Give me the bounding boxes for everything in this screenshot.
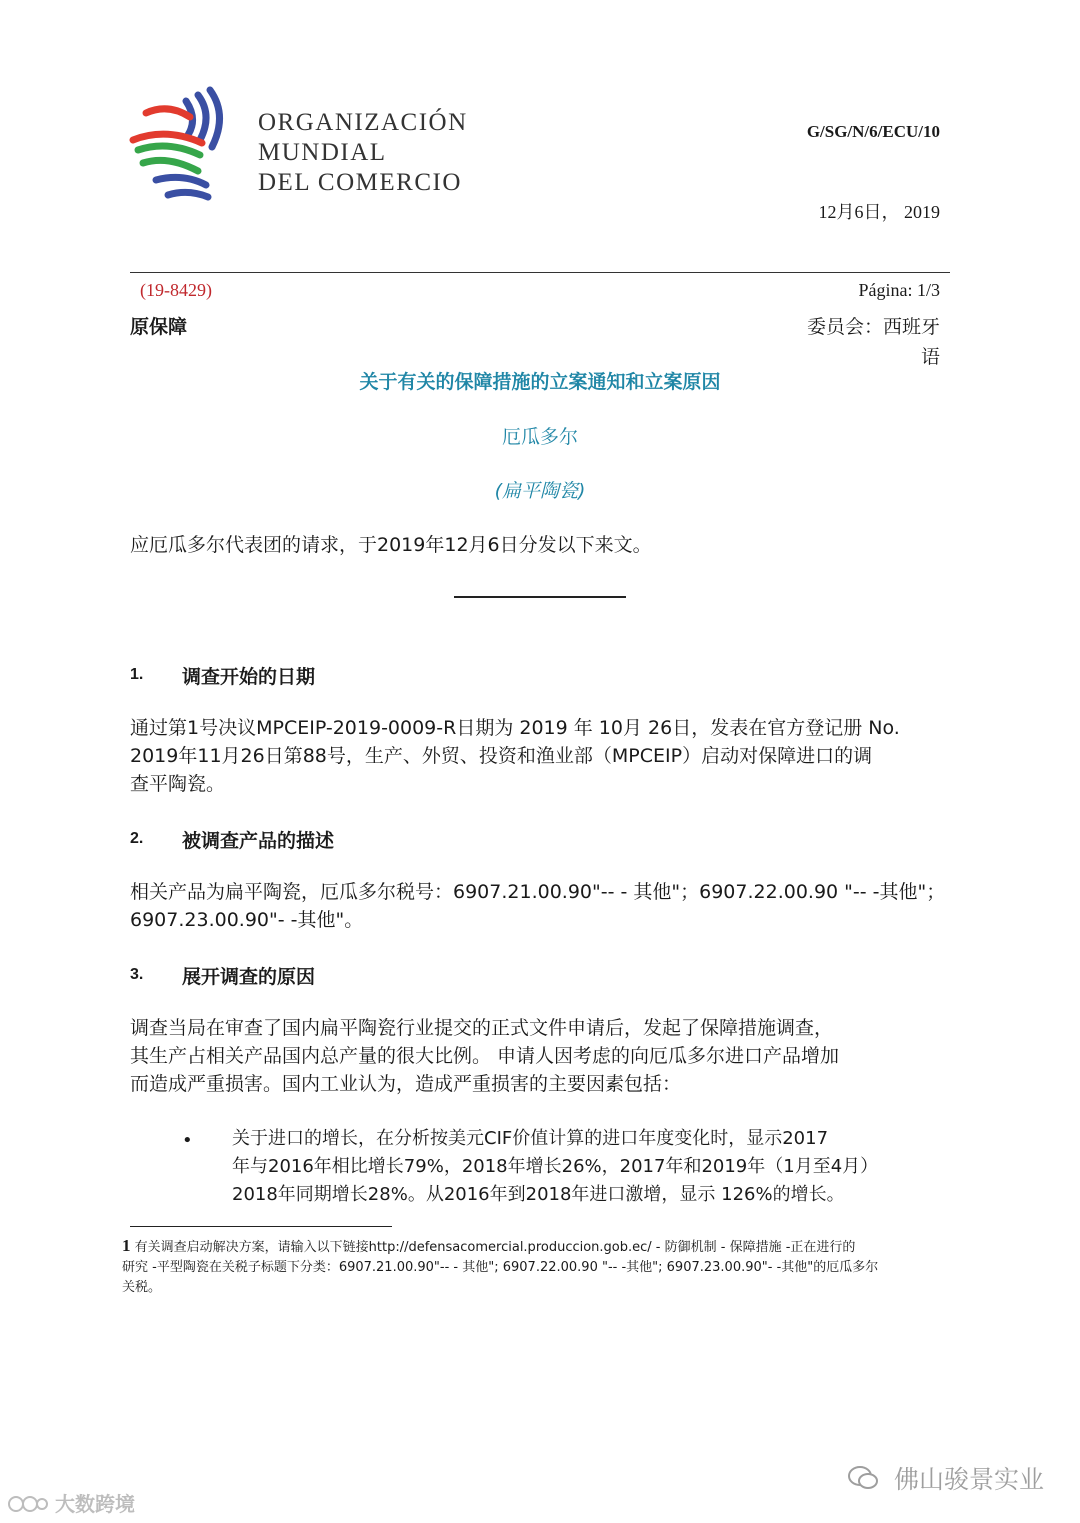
section-1-line: 2019年11月26日第88号，生产、外贸、投资和渔业部（MPCEIP）启动对保障进口的调 [130,745,873,767]
section-1-number: 1. [130,666,144,683]
section-1-title: 调查开始的日期 [182,666,316,688]
committee-label [780,312,940,372]
footnote-line-3: 关税。 [122,1280,162,1295]
footnote-mark: 1 [122,1236,131,1255]
committee-line-1: 委员会：西班牙 [806,316,940,338]
section-2-line: 6907.23.00.90"- -其他"。 [130,909,364,931]
footnote-text: 有关调查启动解决方案，请输入以下链接http://defensacomercial.produccion.gob.ec/ - 防御机制 - 保障措施 -正在进行的 [134,1240,856,1255]
footnote [122,1236,962,1298]
product-name: (扁平陶瓷) [494,480,586,502]
bullet-line: 2018年同期增长28%。从2016年到2018年进口激增，显示 126%的增长。 [232,1184,845,1205]
section-1-line: 查平陶瓷。 [130,773,226,795]
section-3-number: 3. [130,966,144,983]
watermark-logo-icon [8,1494,48,1514]
org-line-3: DEL COMERCIO [258,169,462,196]
country-name: 厄瓜多尔 [501,426,578,448]
watermark-left-text: 大数跨境 [54,1492,135,1516]
watermark-right-text: 佛山骏景实业 [893,1465,1044,1494]
section-1-line: 通过第1号决议MPCEIP-2019-0009-R日期为 2019 年 10月 26日，发表在官方登记册 No. [130,717,900,739]
document-date: 12月6日， 2019 [818,202,940,222]
intro-paragraph: 应厄瓜多尔代表团的请求，于2019年12月6日分发以下来文。 [130,534,652,556]
bullet-icon: • [182,1130,193,1151]
section-divider [454,596,626,598]
footnote-line-2: 研究 -平型陶瓷在关税子标题下分类：6907.21.00.90"-- - 其他"; 6907.22.00.90 "-- -其他"; 6907.23.00.90"- -其他"的厄瓜多尔 [122,1260,879,1275]
category-label: 原保障 [130,316,188,338]
footnote-divider [130,1226,392,1227]
section-2-number: 2. [130,830,144,847]
wechat-icon [848,1465,878,1491]
wto-logo-icon [128,85,248,205]
section-2-body [130,878,950,934]
bullet-line: 关于进口的增长，在分析按美元CIF价值计算的进口年度变化时，显示2017 [232,1128,829,1149]
org-line-2: MUNDIAL [258,139,387,166]
watermark-right [848,1460,1044,1496]
section-2-line: 相关产品为扁平陶瓷，厄瓜多尔税号：6907.21.00.90"-- - 其他"；6907.22.00.90 "-- -其他"； [130,881,946,903]
section-3-line: 而造成严重损害。国内工业认为，造成严重损害的主要因素包括： [130,1073,682,1095]
section-3-line: 调查当局在审查了国内扁平陶瓷行业提交的正式文件申请后，发起了保障措施调查， [130,1017,834,1039]
reference-number: (19-8429) [140,280,212,300]
org-line-1: ORGANIZACIÓN [258,109,468,136]
section-2-title: 被调查产品的描述 [182,830,335,852]
section-1-body [130,714,950,798]
footnote-line-1 [122,1236,962,1258]
header-divider [130,272,950,273]
document-title: 关于有关的保障措施的立案通知和立案原因 [359,371,721,393]
page-number: Página: 1/3 [858,280,940,300]
section-3-line: 其生产占相关产品国内总产量的很大比例。 申请人因考虑的向厄瓜多尔进口产品增加 [130,1045,840,1067]
bullet-line: 年与2016年相比增长79%，2018年增长26%，2017年和2019年（1月至4月） [232,1156,879,1177]
committee-line-2: 语 [920,346,940,368]
bullet-item [232,1125,952,1209]
section-3-title: 展开调查的原因 [182,966,316,988]
watermark-left [8,1488,135,1517]
document-code: G/SG/N/6/ECU/10 [806,122,940,141]
organization-name [258,108,468,198]
section-3-body [130,1014,950,1098]
